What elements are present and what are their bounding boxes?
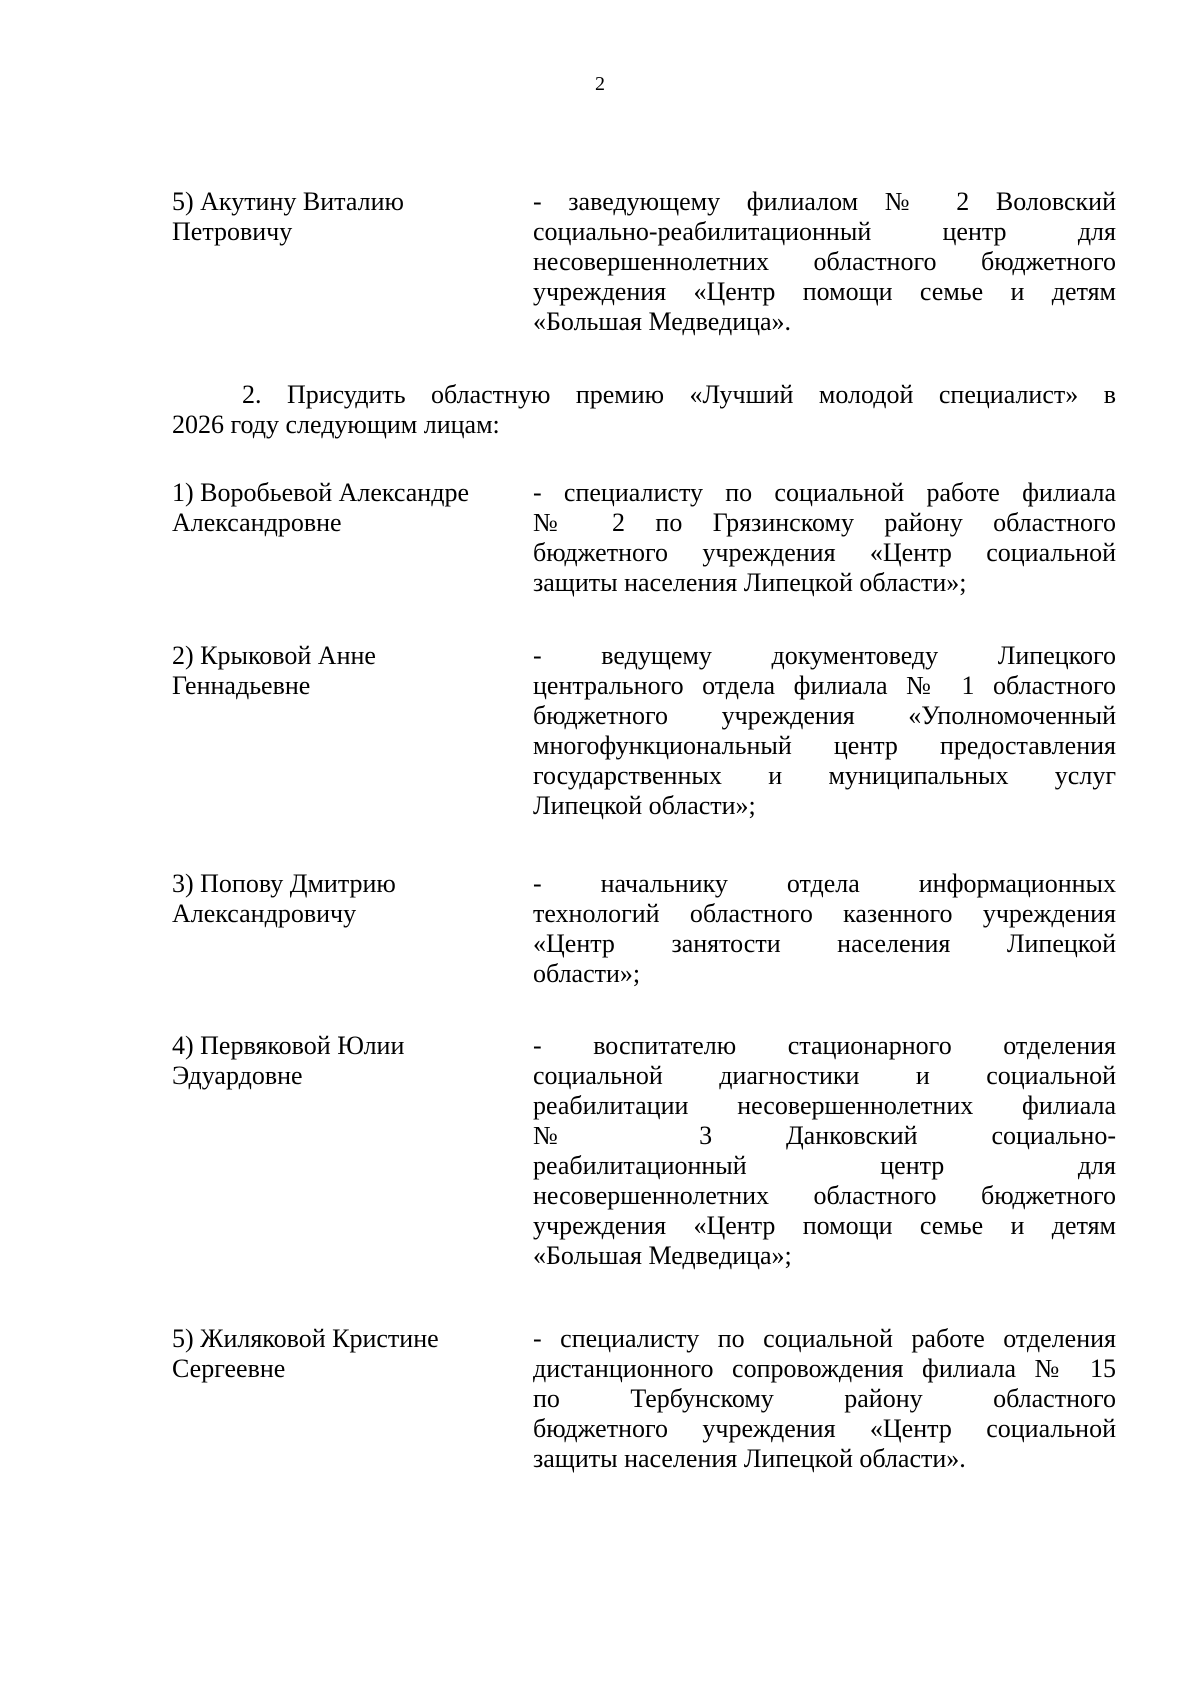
name-line: 3) Попову Дмитрию xyxy=(172,869,396,898)
desc-line: - специалисту по социальной работе отделения xyxy=(533,1324,1116,1353)
desc-line: Липецкой области»; xyxy=(533,791,756,820)
entry-description xyxy=(533,478,1116,598)
name-line: 5) Акутину Виталию xyxy=(172,187,404,216)
desc-line: защиты населения Липецкой области»; xyxy=(533,568,967,597)
desc-line: несовершеннолетних областного бюджетного xyxy=(533,1181,1116,1210)
name-line: 1) Воробьевой Александре xyxy=(172,478,469,507)
intro-line: 2026 году следующим лицам: xyxy=(172,410,500,439)
desc-line: «Центр занятости населения Липецкой xyxy=(533,929,1116,958)
name-line: Сергеевне xyxy=(172,1354,286,1383)
entry-name xyxy=(172,187,517,247)
desc-line: - воспитателю стационарного отделения xyxy=(533,1031,1116,1060)
entry-description xyxy=(533,1324,1116,1474)
desc-line: по Тербунскому району областного xyxy=(533,1384,1116,1413)
name-line: Александровне xyxy=(172,508,342,537)
entry-description xyxy=(533,187,1116,337)
desc-line: бюджетного учреждения «Центр социальной xyxy=(533,1414,1116,1443)
name-line: 5) Жиляковой Кристине xyxy=(172,1324,439,1353)
name-line: Геннадьевне xyxy=(172,671,311,700)
desc-line: несовершеннолетних областного бюджетного xyxy=(533,247,1116,276)
name-line: 2) Крыковой Анне xyxy=(172,641,376,670)
desc-line: № 2 по Грязинскому району областного xyxy=(533,508,1116,537)
desc-line: государственных и муниципальных услуг xyxy=(533,761,1116,790)
desc-line: реабилитации несовершеннолетних филиала xyxy=(533,1091,1116,1120)
desc-line: технологий областного казенного учреждения xyxy=(533,899,1116,928)
entry-description xyxy=(533,1031,1116,1271)
desc-line: бюджетного учреждения «Уполномоченный xyxy=(533,701,1116,730)
desc-line: - начальнику отдела информационных xyxy=(533,869,1116,898)
intro-line: 2. Присудить областную премию «Лучший молодой специалист» в xyxy=(242,380,1116,409)
desc-line: защиты населения Липецкой области». xyxy=(533,1444,966,1473)
entry-name xyxy=(172,869,517,929)
desc-line: бюджетного учреждения «Центр социальной xyxy=(533,538,1116,567)
desc-line: центрального отдела филиала № 1 областного xyxy=(533,671,1116,700)
section-2-intro xyxy=(172,380,1116,440)
desc-line: № 3 Данковский социально- xyxy=(533,1121,1116,1150)
desc-line: - специалисту по социальной работе филиала xyxy=(533,478,1116,507)
name-line: Александровичу xyxy=(172,899,357,928)
desc-line: реабилитационный центр для xyxy=(533,1151,1116,1180)
desc-line: - заведующему филиалом № 2 Воловский xyxy=(533,187,1116,216)
desc-line: учреждения «Центр помощи семье и детям xyxy=(533,1211,1116,1240)
entry-description xyxy=(533,641,1116,821)
desc-line: социальной диагностики и социальной xyxy=(533,1061,1116,1090)
entry-name xyxy=(172,1324,517,1384)
entry-description xyxy=(533,869,1116,989)
entry-name xyxy=(172,478,517,538)
name-line: Эдуардовне xyxy=(172,1061,303,1090)
entry-name xyxy=(172,1031,517,1091)
desc-line: учреждения «Центр помощи семье и детям xyxy=(533,277,1116,306)
desc-line: - ведущему документоведу Липецкого xyxy=(533,641,1116,670)
name-line: 4) Первяковой Юлии xyxy=(172,1031,405,1060)
desc-line: «Большая Медведица»; xyxy=(533,1241,792,1270)
entry-name xyxy=(172,641,517,701)
name-line: Петровичу xyxy=(172,217,293,246)
desc-line: дистанционного сопровождения филиала № 15 xyxy=(533,1354,1116,1383)
page-number: 2 xyxy=(595,73,605,95)
desc-line: области»; xyxy=(533,959,641,988)
desc-line: социально-реабилитационный центр для xyxy=(533,217,1116,246)
desc-line: «Большая Медведица». xyxy=(533,307,792,336)
desc-line: многофункциональный центр предоставления xyxy=(533,731,1116,760)
